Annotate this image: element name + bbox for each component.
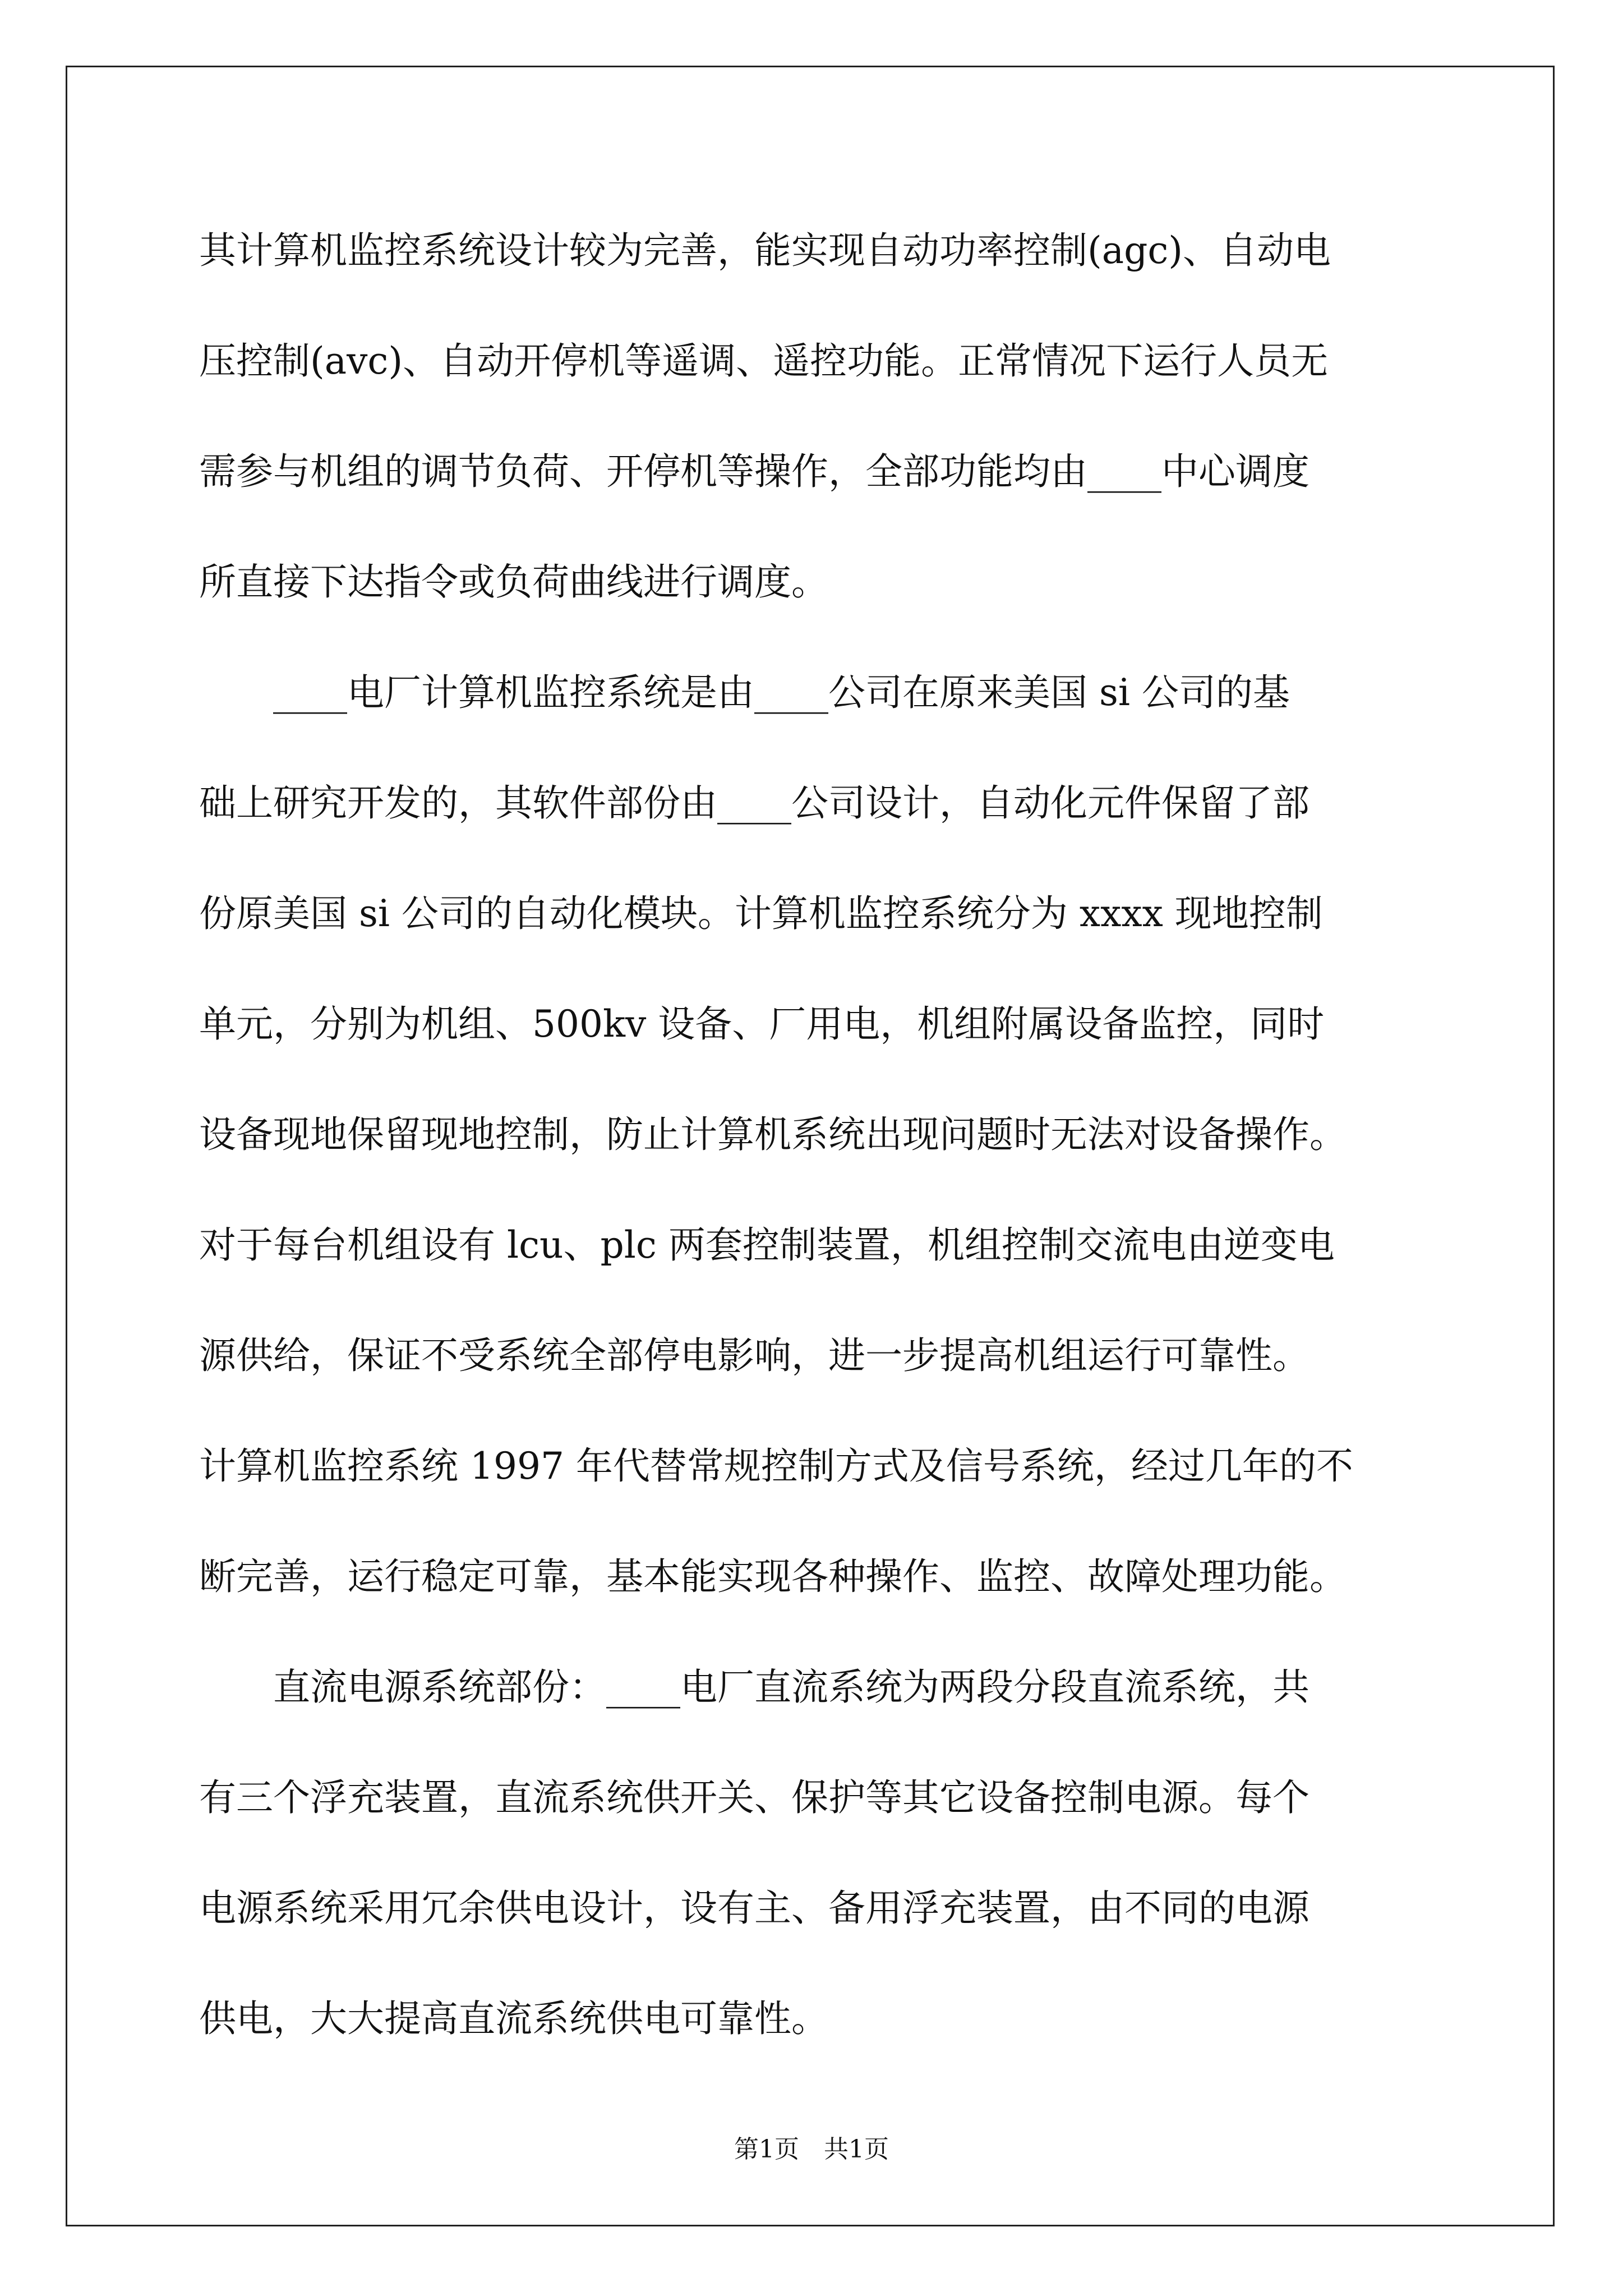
paragraph-first-line: ____电厂计算机监控系统是由____公司在原来美国 si 公司的基 [273,671,1290,714]
text-line: 础上研究开发的，其软件部份由____公司设计，自动化元件保留了部 [199,781,1310,825]
text-line: 所直接下达指令或负荷曲线进行调度。 [199,560,828,604]
text-line: 有三个浮充装置，直流系统供开关、保护等其它设备控制电源。每个 [199,1776,1310,1819]
text-line: 计算机监控系统 1997 年代替常规控制方式及信号系统，经过几年的不 [199,1444,1353,1488]
paragraph-first-line: 直流电源系统部份：____电厂直流系统为两段分段直流系统，共 [273,1665,1310,1709]
text-line: 压控制(avc)、自动开停机等遥调、遥控功能。正常情况下运行人员无 [199,339,1329,383]
text-line: 断完善，运行稳定可靠，基本能实现各种操作、监控、故障处理功能。 [199,1555,1347,1598]
text-line: 单元，分别为机组、500kv 设备、厂用电，机组附属设备监控，同时 [199,1002,1325,1046]
page-footer [0,2129,1623,2165]
text-line: 电源系统采用冗余供电设计，设有主、备用浮充装置，由不同的电源 [199,1887,1310,1930]
page-number: 第1页 共1页 [734,2135,889,2164]
text-line: 其计算机监控系统设计较为完善，能实现自动功率控制(agc)、自动电 [199,229,1331,272]
text-line: 设备现地保留现地控制，防止计算机系统出现问题时无法对设备操作。 [199,1113,1347,1156]
document-body [199,220,1424,2099]
text-line: 源供给，保证不受系统全部停电影响，进一步提高机组运行可靠性。 [199,1334,1310,1377]
text-line: 份原美国 si 公司的自动化模块。计算机监控系统分为 xxxx 现地控制 [199,892,1323,935]
text-line: 供电，大大提高直流系统供电可靠性。 [199,1997,828,2040]
text-line: 对于每台机组设有 lcu、plc 两套控制装置，机组控制交流电由逆变电 [199,1223,1335,1267]
text-line: 需参与机组的调节负荷、开停机等操作，全部功能均由____中心调度 [199,450,1310,493]
